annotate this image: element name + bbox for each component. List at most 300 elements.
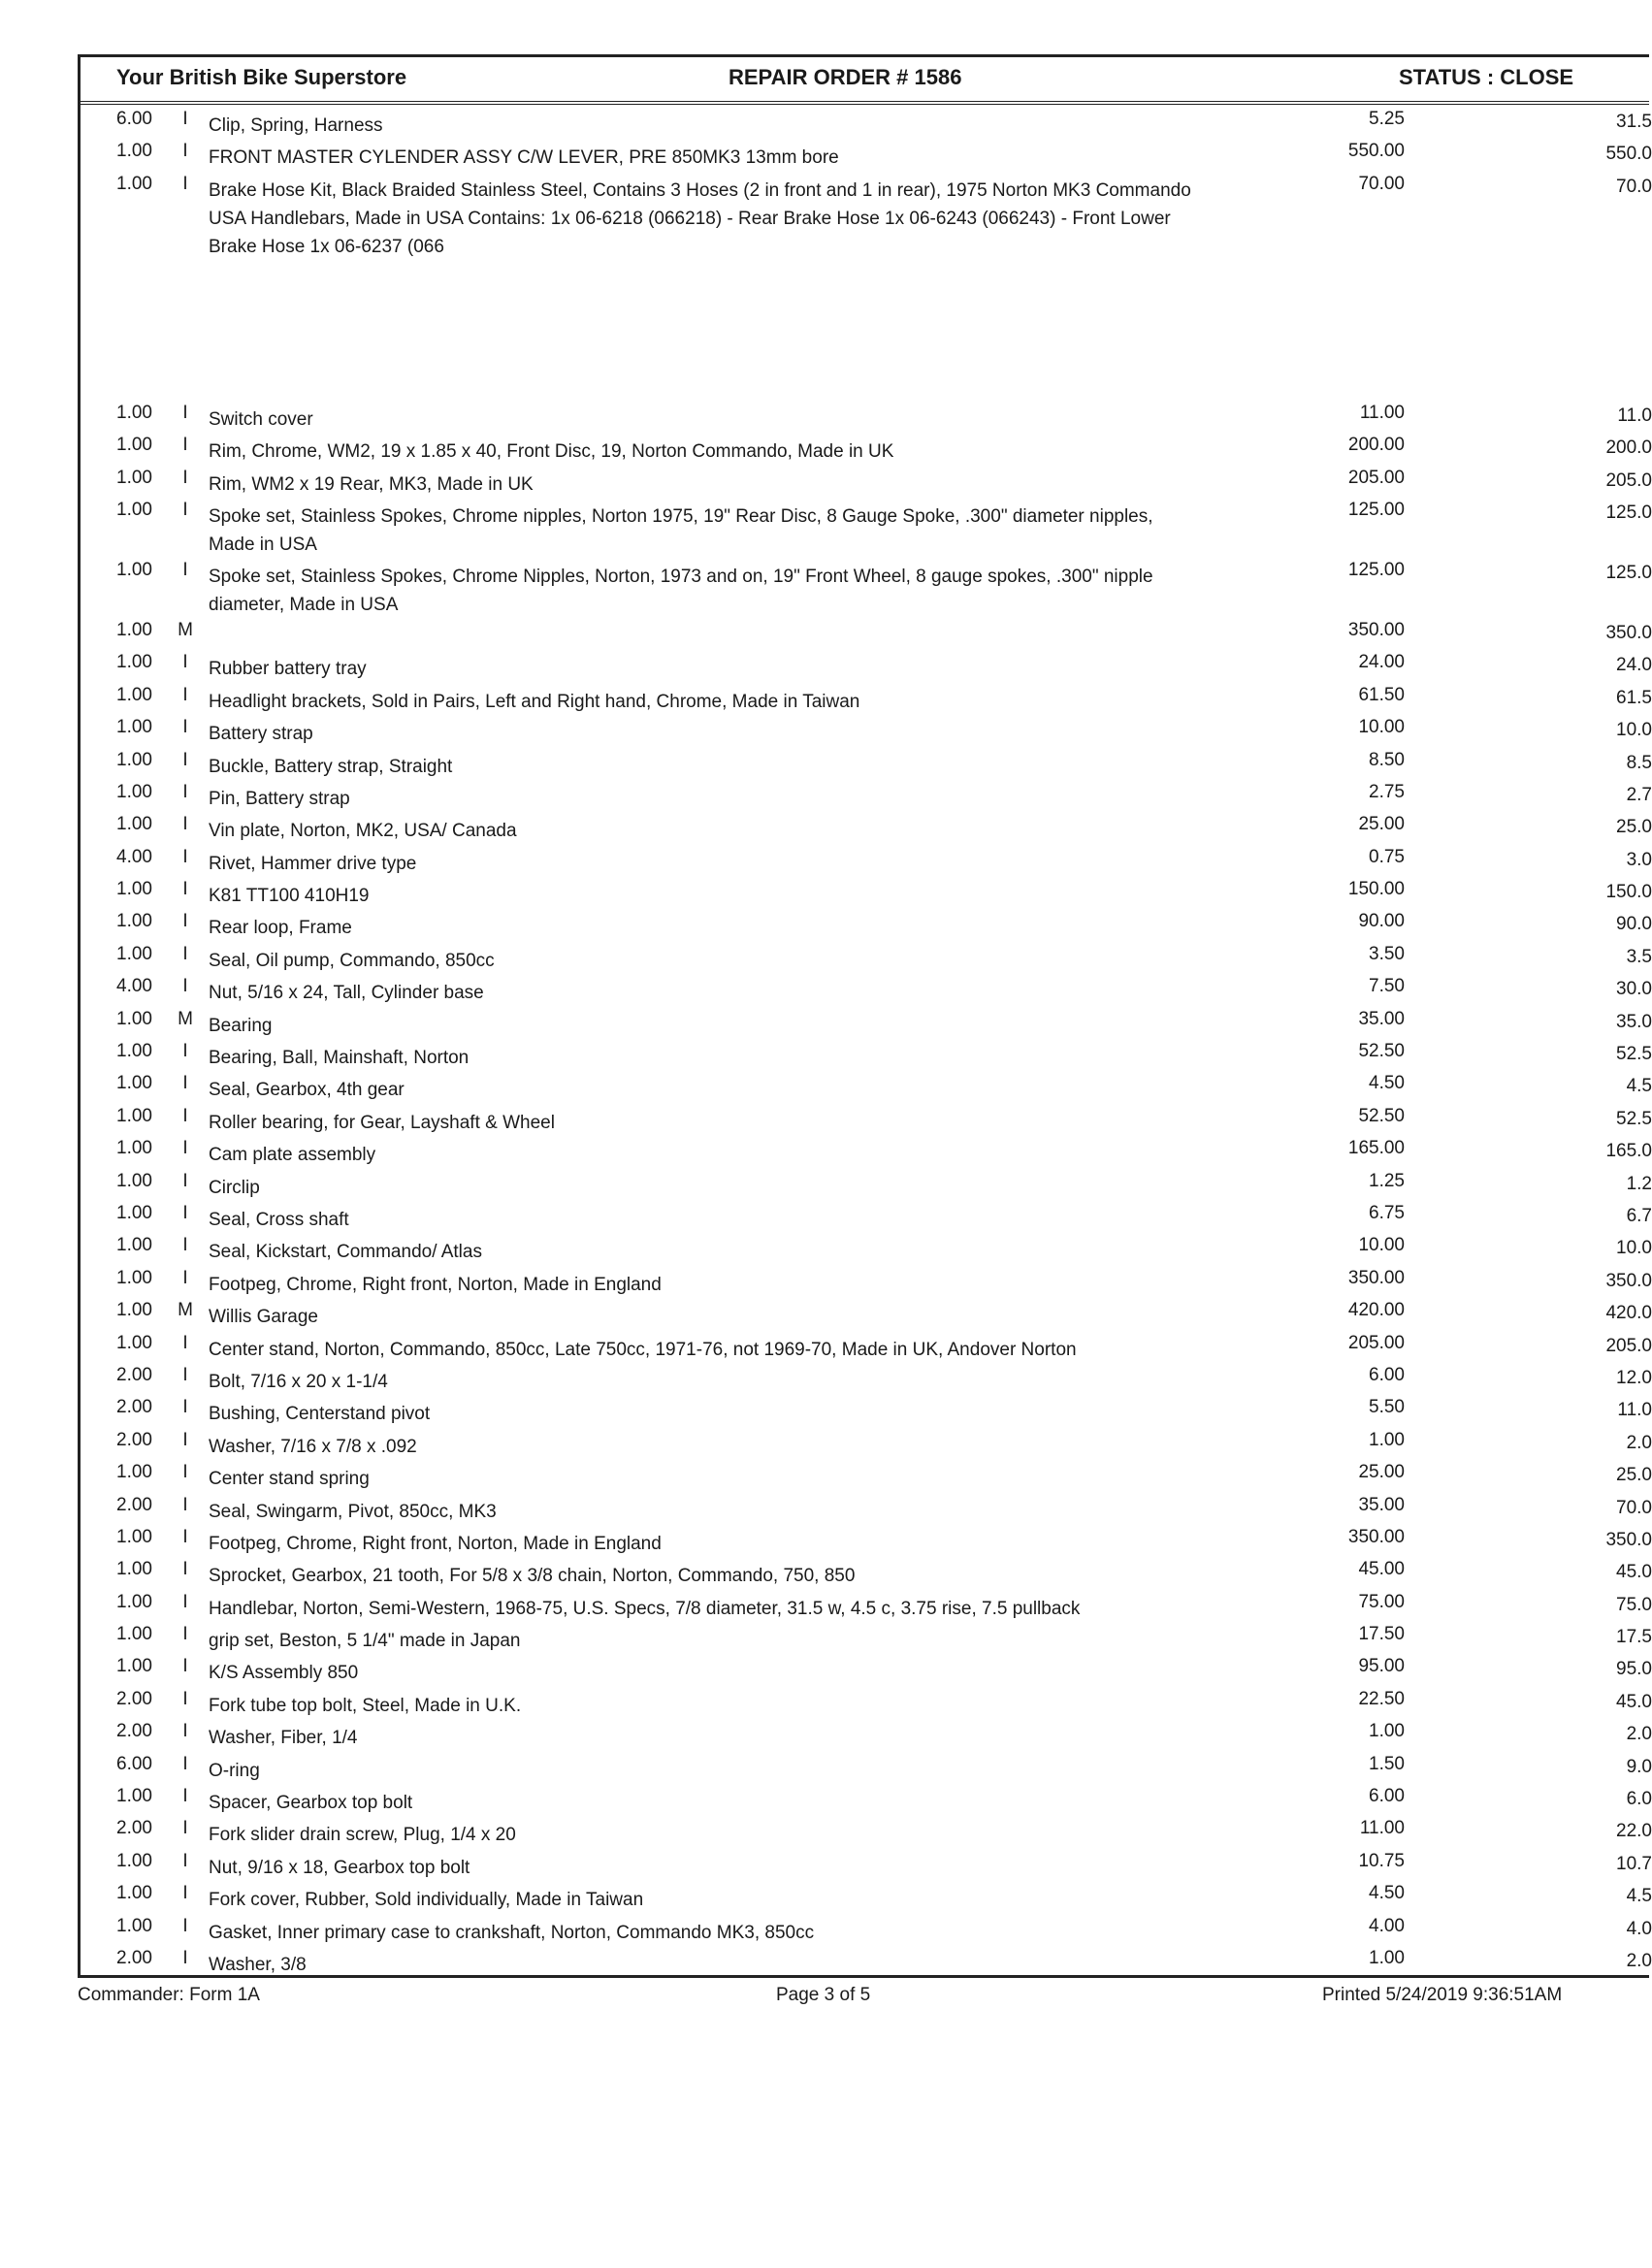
line-description: Brake Hose Kit, Black Braided Stainless Steel, Contains 3 Hoses (2 in front and 1 in rear), 1975 Norton MK3 Commando USA Handlebars, Made in USA Contains: 1x 06-6218 (066218) - Rear Brake Hose 1x 06-6243 (066243) - Front Lower Brake Hose 1x 06-6237 (066 <box>209 179 1191 257</box>
line-unit-price: 6.00 <box>1369 1364 1405 1385</box>
line-qty: 1.00 <box>116 911 152 932</box>
line-item-row <box>81 1493 1652 1525</box>
line-type: I <box>182 1494 188 1515</box>
line-description: Bearing, Ball, Mainshaft, Norton <box>209 1048 470 1069</box>
line-extended-price: 90.0 <box>1616 914 1652 935</box>
line-qty: 1.00 <box>116 173 152 194</box>
line-extended-price: 165.0 <box>1605 1141 1652 1162</box>
line-item-row <box>81 1395 1652 1427</box>
line-description: Bolt, 7/16 x 20 x 1-1/4 <box>209 1371 388 1392</box>
line-description: Nut, 5/16 x 24, Tall, Cylinder base <box>209 983 484 1004</box>
line-item-row <box>81 1816 1652 1848</box>
line-type: I <box>182 1753 188 1774</box>
line-item-row <box>81 1946 1652 1978</box>
line-item-row <box>81 1298 1652 1330</box>
line-type: I <box>182 109 188 129</box>
line-type: I <box>182 781 188 802</box>
line-type: I <box>182 1850 188 1871</box>
line-qty: 1.00 <box>116 1105 152 1126</box>
line-extended-price: 150.0 <box>1605 882 1652 903</box>
line-item-row <box>81 1039 1652 1071</box>
line-qty: 4.00 <box>116 976 152 997</box>
line-description: Clip, Spring, Harness <box>209 115 383 136</box>
line-item-row <box>81 1687 1652 1719</box>
line-description: Seal, Swingarm, Pivot, 850cc, MK3 <box>209 1501 497 1522</box>
line-item-row <box>81 1331 1652 1363</box>
line-extended-price: 52.5 <box>1616 1044 1652 1065</box>
line-type: I <box>182 1235 188 1256</box>
line-type: I <box>182 467 188 488</box>
page-header <box>81 57 1649 105</box>
line-unit-price: 90.00 <box>1358 911 1405 932</box>
line-extended-price: 35.0 <box>1616 1011 1652 1032</box>
line-item-row <box>81 1525 1652 1557</box>
line-item-row <box>81 1266 1652 1298</box>
line-description: Rim, Chrome, WM2, 19 x 1.85 x 40, Front Disc, 19, Norton Commando, Made in UK <box>209 441 894 463</box>
line-type: I <box>182 1364 188 1385</box>
line-type: I <box>182 1462 188 1483</box>
line-unit-price: 350.00 <box>1347 1526 1405 1547</box>
line-qty: 1.00 <box>116 1786 152 1807</box>
line-qty: 1.00 <box>116 814 152 835</box>
line-extended-price: 4.5 <box>1626 1886 1652 1907</box>
line-type: I <box>182 684 188 705</box>
line-type: I <box>182 402 188 423</box>
line-qty: 1.00 <box>116 1235 152 1256</box>
line-qty: 1.00 <box>116 749 152 770</box>
line-description: Center stand, Norton, Commando, 850cc, Late 750cc, 1971-76, not 1969-70, Made in UK, Andover Norton <box>209 1339 1077 1360</box>
line-description: Seal, Cross shaft <box>209 1209 349 1230</box>
line-unit-price: 150.00 <box>1347 879 1405 900</box>
line-extended-price: 75.0 <box>1616 1594 1652 1615</box>
line-type: I <box>182 1915 188 1936</box>
line-qty: 1.00 <box>116 1462 152 1483</box>
line-extended-price: 3.5 <box>1626 946 1652 967</box>
line-item-row <box>81 107 1652 139</box>
line-description: Rubber battery tray <box>209 659 367 680</box>
line-qty: 2.00 <box>116 1688 152 1709</box>
line-description: Willis Garage <box>209 1307 318 1328</box>
line-extended-price: 52.5 <box>1616 1108 1652 1129</box>
line-description: Washer, Fiber, 1/4 <box>209 1728 358 1749</box>
line-unit-price: 205.00 <box>1347 1332 1405 1353</box>
line-description: Sprocket, Gearbox, 21 tooth, For 5/8 x 3/8 chain, Norton, Commando, 750, 850 <box>209 1566 856 1587</box>
line-extended-price: 6.7 <box>1626 1205 1652 1226</box>
line-unit-price: 17.50 <box>1358 1624 1405 1645</box>
line-description: Roller bearing, for Gear, Layshaft & Wheel <box>209 1112 555 1133</box>
line-unit-price: 1.00 <box>1369 1721 1405 1742</box>
line-description: Rim, WM2 x 19 Rear, MK3, Made in UK <box>209 473 534 495</box>
line-extended-price: 420.0 <box>1605 1303 1652 1324</box>
line-unit-price: 70.00 <box>1358 173 1405 194</box>
line-extended-price: 10.7 <box>1616 1853 1652 1874</box>
line-qty: 1.00 <box>116 467 152 488</box>
line-description: Cam plate assembly <box>209 1145 376 1166</box>
line-description: Vin plate, Norton, MK2, USA/ Canada <box>209 821 517 842</box>
line-items-table <box>81 107 1652 1978</box>
line-item-row <box>81 1752 1652 1784</box>
line-extended-price: 11.0 <box>1617 1400 1652 1421</box>
line-description: grip set, Beston, 5 1/4" made in Japan <box>209 1631 521 1652</box>
line-unit-price: 75.00 <box>1358 1591 1405 1612</box>
line-qty: 1.00 <box>116 781 152 802</box>
line-item-row <box>81 1557 1652 1589</box>
line-extended-price: 550.0 <box>1605 144 1652 165</box>
line-item-row <box>81 812 1652 844</box>
line-unit-price: 0.75 <box>1369 846 1405 867</box>
line-extended-price: 350.0 <box>1605 622 1652 643</box>
line-type: M <box>178 619 193 640</box>
line-item-row <box>81 401 1652 433</box>
line-qty: 6.00 <box>116 109 152 129</box>
line-qty: 1.00 <box>116 559 152 580</box>
line-unit-price: 52.50 <box>1358 1105 1405 1126</box>
line-item-row <box>81 1428 1652 1460</box>
line-qty: 6.00 <box>116 1753 152 1774</box>
line-qty: 1.00 <box>116 1526 152 1547</box>
line-type: I <box>182 559 188 580</box>
line-item-row <box>81 1104 1652 1136</box>
line-type: I <box>182 1267 188 1288</box>
line-type: I <box>182 717 188 738</box>
line-item-row <box>81 1881 1652 1913</box>
line-item-row <box>81 683 1652 715</box>
line-description: Footpeg, Chrome, Right front, Norton, Made in England <box>209 1274 662 1295</box>
line-type: I <box>182 1591 188 1612</box>
line-type: I <box>182 1786 188 1807</box>
line-unit-price: 4.50 <box>1369 1883 1405 1904</box>
line-type: I <box>182 911 188 932</box>
line-qty: 1.00 <box>116 1170 152 1191</box>
line-item-row <box>81 1784 1652 1816</box>
line-type: I <box>182 943 188 964</box>
line-type: I <box>182 1041 188 1062</box>
line-qty: 1.00 <box>116 1883 152 1904</box>
line-unit-price: 95.00 <box>1358 1656 1405 1677</box>
line-item-row <box>81 1590 1652 1622</box>
line-unit-price: 11.00 <box>1359 402 1405 423</box>
printed-timestamp: Printed 5/24/2019 9:36:51AM <box>1322 1985 1563 2005</box>
line-item-row <box>81 433 1652 465</box>
line-type: I <box>182 173 188 194</box>
line-qty: 1.00 <box>116 879 152 900</box>
line-description: Rear loop, Frame <box>209 918 352 939</box>
line-item-row <box>81 1914 1652 1946</box>
line-item-row <box>81 650 1652 682</box>
line-description: Washer, 3/8 <box>209 1954 307 1975</box>
line-unit-price: 5.50 <box>1369 1397 1405 1418</box>
line-extended-price: 25.0 <box>1616 817 1652 838</box>
line-type: I <box>182 1429 188 1450</box>
line-extended-price: 3.0 <box>1626 849 1652 870</box>
line-qty: 1.00 <box>116 1138 152 1159</box>
line-item-row <box>81 877 1652 909</box>
line-qty: 1.00 <box>116 1559 152 1580</box>
line-item-row <box>81 1233 1652 1265</box>
line-type: I <box>182 1624 188 1645</box>
line-description: Gasket, Inner primary case to crankshaft, Norton, Commando MK3, 850cc <box>209 1922 815 1943</box>
form-name: Commander: Form 1A <box>78 1985 260 2005</box>
line-qty: 2.00 <box>116 1818 152 1839</box>
line-item-row <box>81 1719 1652 1751</box>
line-extended-price: 12.0 <box>1616 1367 1652 1388</box>
line-type: I <box>182 1721 188 1742</box>
line-unit-price: 25.00 <box>1358 1462 1405 1483</box>
line-extended-price: 205.0 <box>1605 1335 1652 1356</box>
line-unit-price: 22.50 <box>1358 1688 1405 1709</box>
line-item-row <box>81 748 1652 780</box>
line-extended-price: 2.7 <box>1626 784 1652 805</box>
line-unit-price: 420.00 <box>1347 1300 1405 1321</box>
line-item-row <box>81 498 1652 558</box>
line-description: Seal, Gearbox, 4th gear <box>209 1080 405 1101</box>
line-unit-price: 3.50 <box>1369 943 1405 964</box>
line-unit-price: 1.25 <box>1369 1170 1405 1191</box>
line-unit-price: 25.00 <box>1358 814 1405 835</box>
line-qty: 1.00 <box>116 619 152 640</box>
line-item-row <box>81 1136 1652 1168</box>
line-description: Circlip <box>209 1177 260 1198</box>
line-type: I <box>182 1883 188 1904</box>
line-description: Headlight brackets, Sold in Pairs, Left and Right hand, Chrome, Made in Taiwan <box>209 691 860 712</box>
line-item-row <box>81 1654 1652 1686</box>
line-qty: 1.00 <box>116 1202 152 1223</box>
line-extended-price: 25.0 <box>1616 1465 1652 1486</box>
line-extended-price: 125.0 <box>1605 502 1652 523</box>
line-qty: 1.00 <box>116 1008 152 1029</box>
line-description: FRONT MASTER CYLENDER ASSY C/W LEVER, PRE 850MK3 13mm bore <box>209 147 839 169</box>
line-type: I <box>182 1559 188 1580</box>
line-unit-price: 200.00 <box>1347 435 1405 456</box>
line-unit-price: 4.50 <box>1369 1073 1405 1094</box>
line-type: I <box>182 1170 188 1191</box>
line-type: I <box>182 435 188 456</box>
line-extended-price: 17.5 <box>1616 1627 1652 1648</box>
line-extended-price: 2.0 <box>1626 1724 1652 1745</box>
line-type: I <box>182 1526 188 1547</box>
line-unit-price: 1.50 <box>1369 1753 1405 1774</box>
line-item-row <box>81 845 1652 877</box>
line-item-row <box>81 1849 1652 1881</box>
line-extended-price: 70.0 <box>1616 176 1652 197</box>
line-extended-price: 31.5 <box>1616 112 1652 132</box>
line-qty: 1.00 <box>116 684 152 705</box>
line-description: Fork cover, Rubber, Sold individually, Made in Taiwan <box>209 1890 644 1911</box>
line-qty: 1.00 <box>116 1624 152 1645</box>
line-unit-price: 550.00 <box>1347 141 1405 162</box>
line-description: K/S Assembly 850 <box>209 1663 359 1684</box>
line-type: I <box>182 1656 188 1677</box>
line-item-row <box>81 909 1652 941</box>
line-extended-price: 6.0 <box>1626 1789 1652 1810</box>
line-item-row <box>81 618 1652 650</box>
line-qty: 2.00 <box>116 1494 152 1515</box>
line-extended-price: 9.0 <box>1626 1756 1652 1777</box>
line-extended-price: 8.5 <box>1626 752 1652 773</box>
line-unit-price: 24.00 <box>1358 652 1405 673</box>
line-type: I <box>182 652 188 673</box>
line-qty: 1.00 <box>116 652 152 673</box>
line-unit-price: 6.75 <box>1369 1202 1405 1223</box>
line-extended-price: 4.0 <box>1626 1918 1652 1939</box>
line-extended-price: 22.0 <box>1616 1821 1652 1842</box>
line-unit-price: 5.25 <box>1369 109 1405 129</box>
line-item-row <box>81 1460 1652 1492</box>
line-description: Spacer, Gearbox top bolt <box>209 1793 413 1814</box>
line-extended-price: 30.0 <box>1616 979 1652 1000</box>
line-extended-price: 24.0 <box>1616 655 1652 676</box>
line-type: I <box>182 814 188 835</box>
line-extended-price: 11.0 <box>1617 405 1652 426</box>
line-description: Switch cover <box>209 408 313 430</box>
line-item-row <box>81 1363 1652 1395</box>
line-type: I <box>182 1138 188 1159</box>
line-item-row <box>81 974 1652 1006</box>
line-extended-price: 200.0 <box>1605 437 1652 459</box>
line-unit-price: 6.00 <box>1369 1786 1405 1807</box>
line-type: I <box>182 976 188 997</box>
line-qty: 2.00 <box>116 1397 152 1418</box>
line-extended-price: 2.0 <box>1626 1950 1652 1971</box>
line-item-row <box>81 172 1652 401</box>
line-qty: 1.00 <box>116 1041 152 1062</box>
line-description: Nut, 9/16 x 18, Gearbox top bolt <box>209 1857 470 1878</box>
line-extended-price: 4.5 <box>1626 1076 1652 1097</box>
line-qty: 1.00 <box>116 435 152 456</box>
line-description: Pin, Battery strap <box>209 788 350 809</box>
line-description: K81 TT100 410H19 <box>209 886 370 907</box>
line-description: Battery strap <box>209 724 313 745</box>
line-qty: 1.00 <box>116 1267 152 1288</box>
line-unit-price: 10.00 <box>1358 717 1405 738</box>
line-qty: 1.00 <box>116 1073 152 1094</box>
line-qty: 1.00 <box>116 943 152 964</box>
line-item-row <box>81 1201 1652 1233</box>
line-type: I <box>182 1397 188 1418</box>
line-unit-price: 350.00 <box>1347 1267 1405 1288</box>
line-type: M <box>178 1008 193 1029</box>
line-qty: 1.00 <box>116 1915 152 1936</box>
line-extended-price: 205.0 <box>1605 470 1652 491</box>
line-unit-price: 35.00 <box>1358 1008 1405 1029</box>
line-qty: 1.00 <box>116 1591 152 1612</box>
line-description: Fork tube top bolt, Steel, Made in U.K. <box>209 1695 522 1716</box>
line-item-row <box>81 1007 1652 1039</box>
line-description: Rivet, Hammer drive type <box>209 853 417 874</box>
line-description: Spoke set, Stainless Spokes, Chrome Nipples, Norton, 1973 and on, 19" Front Wheel, 8 gauge spokes, .300" nipple diameter, Made in USA <box>209 566 1153 615</box>
line-unit-price: 1.00 <box>1369 1429 1405 1450</box>
line-description: Footpeg, Chrome, Right front, Norton, Made in England <box>209 1533 662 1554</box>
line-qty: 2.00 <box>116 1947 152 1968</box>
line-type: I <box>182 846 188 867</box>
line-unit-price: 125.00 <box>1347 559 1405 580</box>
line-item-row <box>81 1071 1652 1103</box>
line-qty: 1.00 <box>116 717 152 738</box>
page-number: Page 3 of 5 <box>776 1985 871 2005</box>
line-extended-price: 350.0 <box>1605 1270 1652 1291</box>
line-qty: 1.00 <box>116 1300 152 1321</box>
repair-order-number: REPAIR ORDER # 1586 <box>729 65 962 89</box>
line-unit-price: 4.00 <box>1369 1915 1405 1936</box>
line-extended-price: 61.5 <box>1616 687 1652 708</box>
line-description: Fork slider drain screw, Plug, 1/4 x 20 <box>209 1825 516 1846</box>
line-type: I <box>182 749 188 770</box>
line-qty: 2.00 <box>116 1364 152 1385</box>
line-unit-price: 10.75 <box>1358 1850 1405 1871</box>
line-qty: 1.00 <box>116 141 152 162</box>
line-extended-price: 95.0 <box>1616 1659 1652 1680</box>
line-unit-price: 7.50 <box>1369 976 1405 997</box>
line-item-row <box>81 558 1652 618</box>
line-unit-price: 350.00 <box>1347 619 1405 640</box>
line-unit-price: 165.00 <box>1347 1138 1405 1159</box>
line-qty: 2.00 <box>116 1721 152 1742</box>
line-type: I <box>182 879 188 900</box>
line-type: I <box>182 499 188 520</box>
line-qty: 1.00 <box>116 499 152 520</box>
line-type: M <box>178 1300 193 1321</box>
line-type: I <box>182 1947 188 1968</box>
store-name: Your British Bike Superstore <box>116 65 407 89</box>
line-qty: 1.00 <box>116 1850 152 1871</box>
order-status: STATUS : CLOSE <box>1399 65 1574 89</box>
line-description: Handlebar, Norton, Semi-Western, 1968-75, U.S. Specs, 7/8 diameter, 31.5 w, 4.5 c, 3.75 rise, 7.5 pullback <box>209 1598 1081 1619</box>
line-qty: 1.00 <box>116 402 152 423</box>
line-type: I <box>182 1202 188 1223</box>
line-unit-price: 11.00 <box>1359 1818 1405 1839</box>
line-unit-price: 1.00 <box>1369 1947 1405 1968</box>
line-extended-price: 1.2 <box>1626 1173 1652 1194</box>
line-extended-price: 10.0 <box>1616 720 1652 741</box>
line-type: I <box>182 141 188 162</box>
line-item-row <box>81 139 1652 171</box>
line-description: Center stand spring <box>209 1469 370 1490</box>
line-qty: 4.00 <box>116 846 152 867</box>
line-qty: 1.00 <box>116 1656 152 1677</box>
line-extended-price: 10.0 <box>1616 1238 1652 1259</box>
line-description: Bushing, Centerstand pivot <box>209 1404 431 1425</box>
line-type: I <box>182 1818 188 1839</box>
line-unit-price: 8.50 <box>1369 749 1405 770</box>
line-extended-price: 45.0 <box>1616 1562 1652 1583</box>
line-item-row <box>81 466 1652 498</box>
line-unit-price: 52.50 <box>1358 1041 1405 1062</box>
line-description: Washer, 7/16 x 7/8 x .092 <box>209 1436 417 1457</box>
line-description: O-ring <box>209 1760 260 1781</box>
line-unit-price: 61.50 <box>1358 684 1405 705</box>
line-type: I <box>182 1332 188 1353</box>
line-unit-price: 2.75 <box>1369 781 1405 802</box>
line-unit-price: 10.00 <box>1358 1235 1405 1256</box>
line-item-row <box>81 1169 1652 1201</box>
line-unit-price: 35.00 <box>1358 1494 1405 1515</box>
line-type: I <box>182 1105 188 1126</box>
line-extended-price: 350.0 <box>1605 1529 1652 1550</box>
line-extended-price: 125.0 <box>1605 562 1652 583</box>
line-extended-price: 70.0 <box>1616 1497 1652 1518</box>
line-type: I <box>182 1688 188 1709</box>
line-extended-price: 45.0 <box>1616 1691 1652 1712</box>
line-extended-price: 2.0 <box>1626 1432 1652 1453</box>
line-item-row <box>81 715 1652 747</box>
line-item-row <box>81 1622 1652 1654</box>
line-unit-price: 205.00 <box>1347 467 1405 488</box>
line-description: Bearing <box>209 1015 273 1036</box>
line-qty: 1.00 <box>116 1332 152 1353</box>
line-item-row <box>81 780 1652 812</box>
line-description: Seal, Oil pump, Commando, 850cc <box>209 950 495 971</box>
line-item-row <box>81 942 1652 974</box>
